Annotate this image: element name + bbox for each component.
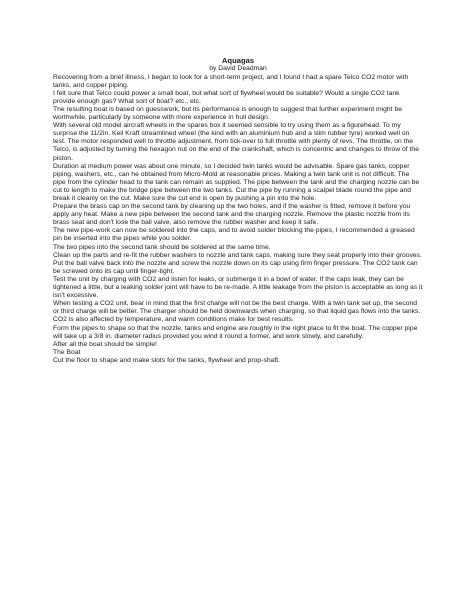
paragraph: The two pipes into the second tank should be soldered at the same time. (53, 243, 271, 251)
paragraph: The resulting boat is based on guesswork, but its performance is enough to suggest that further experiment might be worthwhile, particularly by someone with more experience in hull design. (53, 105, 402, 122)
section-heading: The Boat (53, 348, 81, 356)
paragraph: Clean up the parts and re-fit the rubber washers to nozzle and tank caps, making sure they seat properly into their grooves. Put the ball valve back into the nozzle and screw the nozzle down on its cap using firm finger pressure. The CO2 tank can be screwed onto its cap until finger-tight. (53, 251, 422, 275)
paragraph: Prepare the brass cap on the second tank by cleaning up the two holes, and if the washer is fitted, remove it before you apply any heat. Make a new pipe between the second tank and the charging nozzle. Remove the plastic nozzle from its brass seat and don't lose the ball valve, also remove the rubber washer and keep it safe. (53, 203, 411, 227)
article-byline: by David Deadman (209, 65, 267, 72)
paragraph: Recovering from a brief illness, I began to look for a short-term project, and I found I had a spare Telco CO2 motor with tanks, and copper piping. (53, 73, 409, 89)
paragraph: When testing a CO2 unit, bear in mind that the first charge will not be the best charge. With a twin tank set up, the second or third charge will be better. The charger should be held downwards when charging, so that liquid gas flows into the tanks. CO2 is also affected by temperature, and warm conditions make for best results. (53, 300, 421, 324)
paragraph: The new pipe-work can now be soldered into the caps, and to avoid solder blocking the pipes, I recommended a greased pin be inserted into the pipes while you solder. (53, 227, 415, 243)
paragraph: After all the boat should be simple! (53, 340, 157, 348)
document-body (53, 56, 423, 365)
paragraph: Test the unit by charging with CO2 and listen for leaks, or submerge it in a bowl of water. If the caps leak, they can be tightened a little, but a leaking solder joint will have to be re-made. A little leakage from the piston is acceptable as long as it isn't excessive. (53, 275, 423, 300)
paragraph: Cut the floor to shape and make slots for the tanks, flywheel and prop-shaft. (53, 356, 281, 364)
paragraph: Duration at medium power was about one minute, so I decided twin tanks would be advisable. Spare gas tanks, copper piping, washers, etc., can he obtained from Micro-Mold at reasonable prices. Making a twin tank unit is not difficult. The pipe from the cylinder head to the tank can remain as supplied. The pipe between the tank and the charging nozzle can be cut to length to make the bridge pipe between the two tanks. Cut the pipe by running a scalpel blade round the pipe and break it cleanly on the cut. Make sure the cut end is open by pushing a pin into the hole. (53, 162, 420, 202)
article-title: Aquagas (221, 56, 255, 65)
paragraph: I felt sure that Telco could power a small boat, but what sort of flywheel would be suitable? Would a single CO2 tank provide enough gas? What sort of boat? etc., etc. (53, 89, 400, 105)
paragraph: With several old model aircraft wheels in the spares box it seemed sensible to try using them as a figurehead. To my surprise the 11/2in. Keil Kraft streamlined wheel (the kind with an aluminium hub and a slim rubber tyre) worked well on test. The motor responded well to throttle adjustment, from tick-over to full throttle with plenty of revs. The throttle, on the Telco, is adjusted by turning the hexagon nut on the end of the crankshaft, which is concentric and changes to throw of the piston. (53, 122, 419, 162)
paragraph: Form the pipes to shape so that the nozzle, tanks and engine are roughly in the right place to fit the boat. The copper pipe will take up a 3/8 in. diameter radius provided you wind it round a former, and work slowly, and carefully. (53, 324, 418, 340)
